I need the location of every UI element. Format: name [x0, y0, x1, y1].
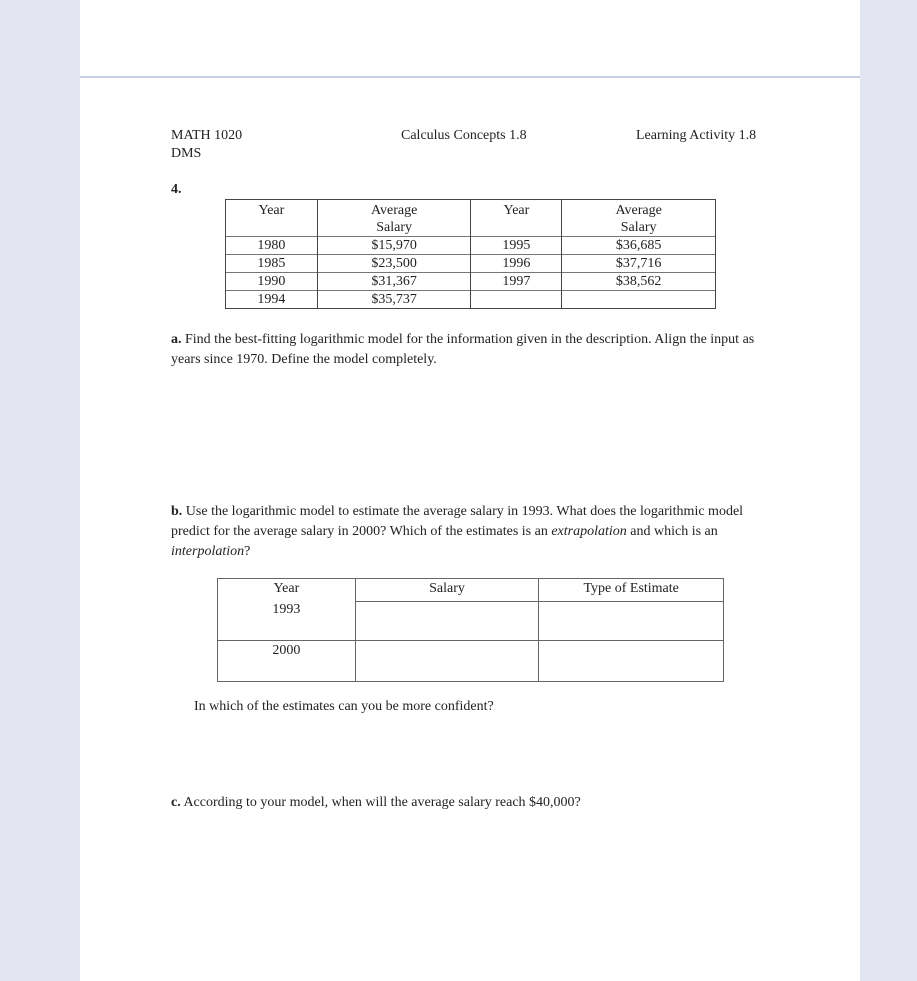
part-a-label: a.: [171, 332, 182, 347]
table-row: [218, 641, 724, 682]
header-cell: Average Salary: [562, 200, 716, 237]
document-page: [80, 0, 860, 981]
part-b-label: b.: [171, 504, 183, 519]
table-row: [226, 291, 716, 309]
table-row: [226, 273, 716, 291]
table-cell: 1985: [226, 255, 318, 273]
header-cell: Year: [471, 200, 562, 237]
activity-label: Learning Activity 1.8: [636, 128, 757, 143]
table-row: [218, 602, 724, 641]
table-cell: 1996: [471, 255, 562, 273]
problem-number: 4.: [171, 182, 182, 197]
document-title: Calculus Concepts 1.8: [401, 128, 527, 143]
table-cell: $36,685: [562, 237, 716, 255]
table-cell: [562, 291, 716, 309]
header-cell: Year: [218, 579, 356, 602]
top-divider: [80, 76, 860, 78]
part-a-question: a. Find the best-fitting logarithmic model for the information given in the description. Align the input as years since 1970. Define the model completely.: [171, 332, 755, 367]
header-cell: Average Salary: [317, 200, 471, 237]
table-cell: [355, 602, 539, 641]
course-code: MATH 1020: [171, 128, 243, 143]
table-cell: $37,716: [562, 255, 716, 273]
table-cell: 1994: [226, 291, 318, 309]
table-cell: $31,367: [317, 273, 471, 291]
salary-table: [225, 199, 716, 309]
table-row: [226, 237, 716, 255]
table-cell: $35,737: [317, 291, 471, 309]
table-cell: [471, 291, 562, 309]
estimate-table: [217, 578, 724, 682]
table-cell: $23,500: [317, 255, 471, 273]
table-cell: 1993: [218, 602, 356, 641]
header-cell: Type of Estimate: [539, 579, 724, 602]
table-cell: 2000: [218, 641, 356, 682]
table-cell: 1980: [226, 237, 318, 255]
table-cell: $38,562: [562, 273, 716, 291]
header-cell: Salary: [355, 579, 539, 602]
part-c-question: c. According to your model, when will the average salary reach $40,000?: [171, 795, 581, 810]
table-cell: 1990: [226, 273, 318, 291]
estimate-table-header: [218, 579, 724, 602]
department: DMS: [171, 146, 202, 161]
table-cell: 1997: [471, 273, 562, 291]
table-cell: $15,970: [317, 237, 471, 255]
table-cell: [355, 641, 539, 682]
salary-table-header: [226, 200, 716, 237]
table-cell: [539, 641, 724, 682]
table-cell: [539, 602, 724, 641]
table-row: [226, 255, 716, 273]
part-c-label: c.: [171, 795, 181, 810]
confidence-question: In which of the estimates can you be more confident?: [194, 699, 494, 714]
part-b-question: b. Use the logarithmic model to estimate the average salary in 1993. What does the logarithmic model predict for the average salary in 2000? Which of the estimates is an extrapolation and which is an interpolation?: [171, 504, 744, 559]
table-cell: 1995: [471, 237, 562, 255]
header-cell: Year: [226, 200, 318, 237]
